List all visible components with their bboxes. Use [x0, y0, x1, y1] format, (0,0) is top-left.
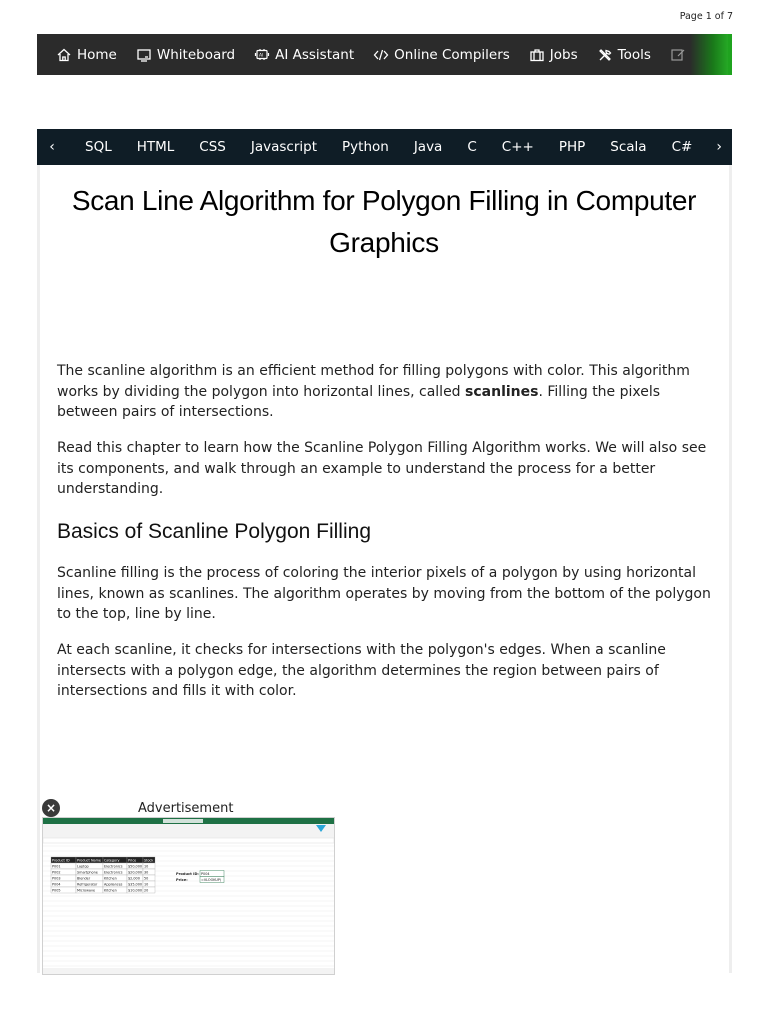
lookup-value: P004	[201, 872, 210, 876]
sheet-cell-text: Stock	[144, 858, 154, 863]
nav-online-compilers-label: Online Compilers	[394, 46, 510, 63]
lang-link-cpp[interactable]: C++	[501, 139, 534, 155]
sheet-cell-text: 10	[144, 864, 149, 869]
excel-search-box	[163, 819, 203, 823]
nav-whiteboard[interactable]	[136, 47, 235, 63]
nav-tools[interactable]	[597, 47, 651, 63]
chevron-right-icon[interactable]: ›	[692, 129, 732, 165]
lookup-label: Product ID:	[176, 872, 199, 876]
sheet-cell-text: Electronics	[104, 870, 123, 875]
code-icon	[373, 47, 389, 63]
sheet-cell-text: P005	[52, 888, 61, 893]
ai-assistant-icon	[254, 47, 270, 63]
excel-ribbon	[43, 824, 334, 838]
lang-link-sql[interactable]: SQL	[85, 139, 112, 155]
lang-link-php[interactable]: PHP	[558, 139, 586, 155]
svg-text:AI: AI	[259, 53, 264, 58]
lookup-label: Price:	[176, 878, 188, 882]
sheet-cell-text: 10	[144, 882, 149, 887]
nav-scroll-edge	[728, 34, 732, 75]
tools-icon	[597, 47, 613, 63]
sheet-cell-text: P001	[52, 864, 61, 869]
intro-text-a: The scanline algorithm is an efficient method for filling polygons with color. This algorithm works by dividing the polygon into horizontal lines, called	[57, 363, 690, 400]
whiteboard-icon	[136, 47, 152, 63]
sheet-cell-text: Kitchen	[104, 888, 117, 893]
basics-paragraph-1: Scanline filling is the process of coloring the interior pixels of a polygon by using horizontal lines, known as scanlines. The algorithm operates by moving from the bottom of the polygon to the top, line by line.	[57, 565, 711, 622]
sheet-cell-text: Refrigerator	[77, 882, 98, 887]
nav-tools-label: Tools	[617, 46, 651, 63]
excel-formula-bar	[43, 838, 334, 843]
spreadsheet-ad-graphic	[43, 818, 334, 974]
close-icon[interactable]: ×	[42, 799, 60, 817]
nav-jobs[interactable]	[529, 47, 578, 63]
lang-link-css[interactable]: CSS	[199, 139, 226, 155]
sheet-cell-text: Product ID	[52, 858, 70, 863]
sheet-cell-text: P003	[52, 876, 61, 881]
intro-paragraph-2: Read this chapter to learn how the Scanline Polygon Filling Algorithm works. We will also see its components, and walk through an example to understand the process for a better understanding.	[57, 440, 707, 497]
section-heading: Basics of Scanline Polygon Filling	[57, 520, 371, 543]
sheet-cell-text: 20	[144, 888, 149, 893]
sheet-cell-text: $20,000	[128, 870, 143, 875]
advertisement-image[interactable]	[42, 817, 335, 975]
intro-paragraph-1	[57, 361, 717, 423]
nav-scroll-fade	[690, 34, 732, 75]
lang-link-scala[interactable]: Scala	[610, 139, 647, 155]
basics-paragraph-2: At each scanline, it checks for intersections with the polygon's edges. When a scanline intersects with a polygon edge, the algorithm determines the region between pairs of intersections and fills it with color.	[57, 642, 666, 699]
sheet-cell-text: Kitchen	[104, 876, 117, 881]
edit-icon	[670, 47, 686, 63]
sheet-cell-text: P002	[52, 870, 61, 875]
nav-ai-assistant-label: AI Assistant	[275, 46, 355, 63]
intro-text-b: . Filling the pixels between pairs of intersections.	[57, 383, 661, 420]
lang-link-csharp[interactable]: C#	[671, 139, 693, 155]
sheet-cell-text: $2,000	[128, 876, 140, 881]
nav-whiteboard-label: Whiteboard	[156, 46, 236, 63]
sheet-cell-text: Blender	[77, 876, 91, 881]
nav-home-label: Home	[77, 46, 117, 63]
nav-online-compilers[interactable]	[373, 47, 510, 63]
nav-jobs-label: Jobs	[549, 46, 578, 63]
page-indicator: Page 1 of 7	[679, 11, 733, 22]
sheet-cell-text: $10,000	[128, 888, 143, 893]
sheet-cell-text: Category	[104, 858, 120, 863]
sheet-cell-text: Smartphone	[77, 870, 98, 875]
sheet-cell-text: 50	[144, 876, 149, 881]
sheet-cell-text: Product Name	[77, 858, 101, 863]
briefcase-icon	[529, 47, 545, 63]
sheet-cell-text: Laptop	[77, 864, 89, 869]
sheet-cell-text: Price	[128, 858, 137, 863]
sheet-cell-text: Appliances	[104, 882, 123, 887]
sheet-cell-text: Electronics	[104, 864, 123, 869]
sheet-cell-text: 30	[144, 870, 149, 875]
excel-status-bar	[43, 968, 334, 974]
nav-home[interactable]	[56, 47, 117, 63]
lang-link-java[interactable]: Java	[413, 139, 443, 155]
nav-ai-assistant[interactable]	[254, 47, 354, 63]
lang-link-html[interactable]: HTML	[136, 139, 175, 155]
page-title: Scan Line Algorithm for Polygon Filling in Computer Graphics	[71, 185, 697, 258]
language-navigation	[37, 129, 732, 165]
lang-link-c[interactable]: C	[467, 139, 477, 155]
lang-link-python[interactable]: Python	[342, 139, 389, 155]
nav-more[interactable]	[670, 47, 691, 63]
sheet-cell-text: $50,000	[128, 864, 143, 869]
lang-link-javascript[interactable]: Javascript	[250, 139, 318, 155]
sheet-cell-text: Microwave	[77, 888, 96, 893]
lookup-value: =VLOOKUP(	[201, 878, 222, 882]
scanlines-term: scanlines	[465, 383, 539, 400]
chevron-left-icon[interactable]: ‹	[49, 139, 55, 155]
advertisement-label: Advertisement	[138, 801, 234, 816]
sheet-cell-text: $35,000	[128, 882, 143, 887]
home-icon	[56, 47, 72, 63]
top-navigation	[37, 34, 732, 75]
sheet-cell-text: P004	[52, 882, 61, 887]
sheet-table	[51, 857, 224, 893]
